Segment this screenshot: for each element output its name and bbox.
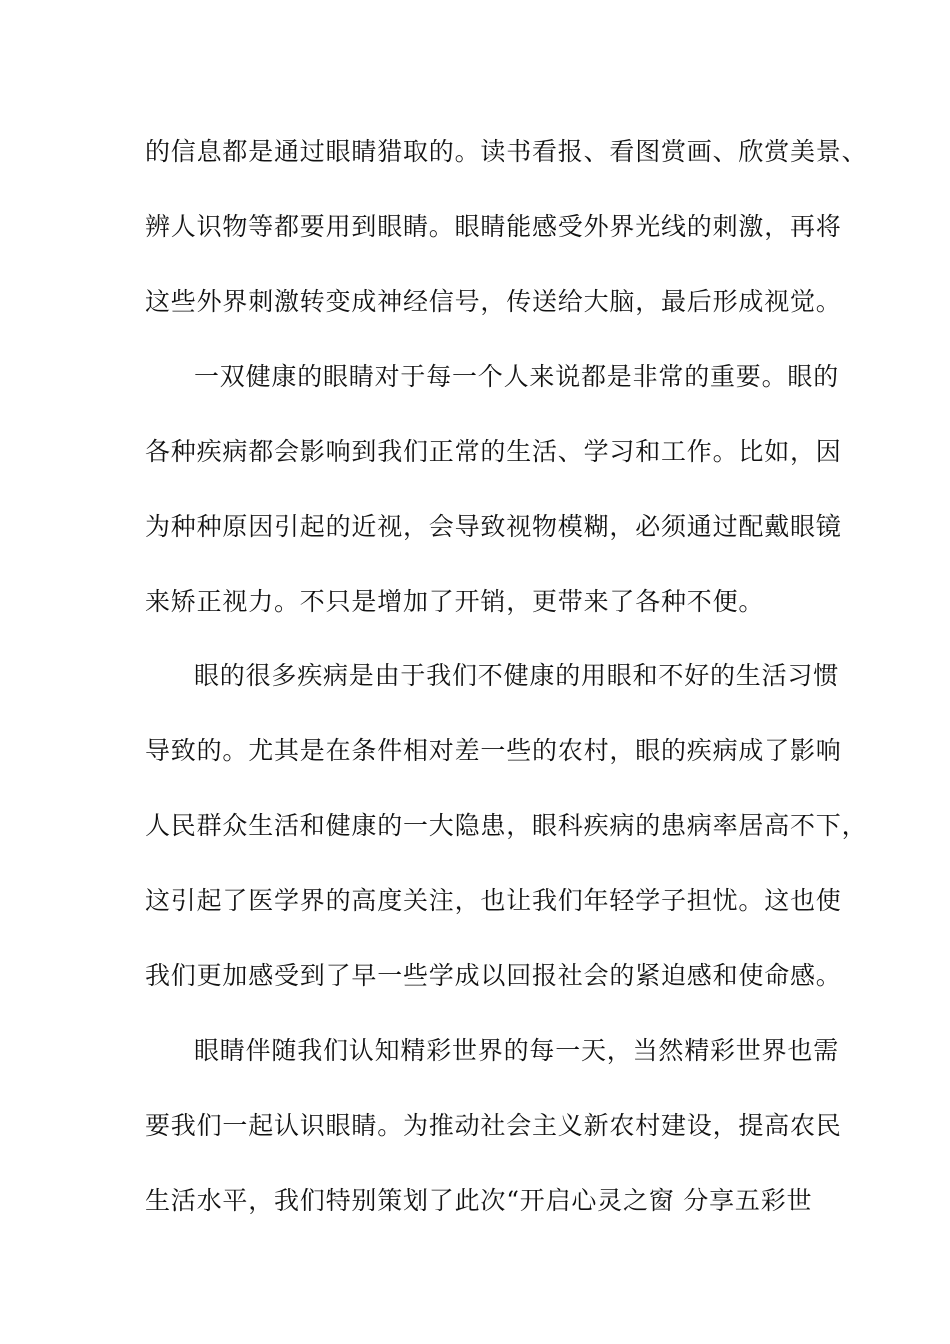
text-line: 各种疾病都会影响到我们正常的生活、学习和工作。比如，因 (145, 437, 842, 466)
text-line: 这些外界刺激转变成神经信号，传送给大脑，最后形成视觉。 (145, 287, 842, 316)
paragraph-first-line: 一双健康的眼睛对于每一个人来说都是非常的重要。眼的 (194, 362, 840, 391)
paragraph-first-line: 眼睛伴随我们认知精彩世界的每一天，当然精彩世界也需 (194, 1036, 840, 1065)
text-line: 这引起了医学界的高度关注，也让我们年轻学子担忧。这也使 (145, 886, 842, 915)
text-line: 要我们一起认识眼睛。为推动社会主义新农村建设，提高农民 (145, 1111, 842, 1140)
text-line: 导致的。尤其是在条件相对差一些的农村，眼的疾病成了影响 (145, 736, 842, 765)
text-line: 人民群众生活和健康的一大隐患，眼科疾病的患病率居高不下， (145, 811, 868, 840)
text-line: 为种种原因引起的近视，会导致视物模糊，必须通过配戴眼镜 (145, 512, 842, 541)
text-line: 来矫正视力。不只是增加了开销，更带来了各种不便。 (145, 587, 765, 616)
paragraph-first-line: 眼的很多疾病是由于我们不健康的用眼和不好的生活习惯 (194, 661, 840, 690)
text-line: 辨人识物等都要用到眼睛。眼睛能感受外界光线的刺激，再将 (145, 212, 842, 241)
text-line: 的信息都是通过眼睛猎取的。读书看报、看图赏画、欣赏美景、 (145, 137, 868, 166)
text-line: 我们更加感受到了早一些学成以回报社会的紧迫感和使命感。 (145, 961, 842, 990)
text-line: 生活水平，我们特别策划了此次“开启心灵之窗 分享五彩世 (145, 1186, 813, 1215)
